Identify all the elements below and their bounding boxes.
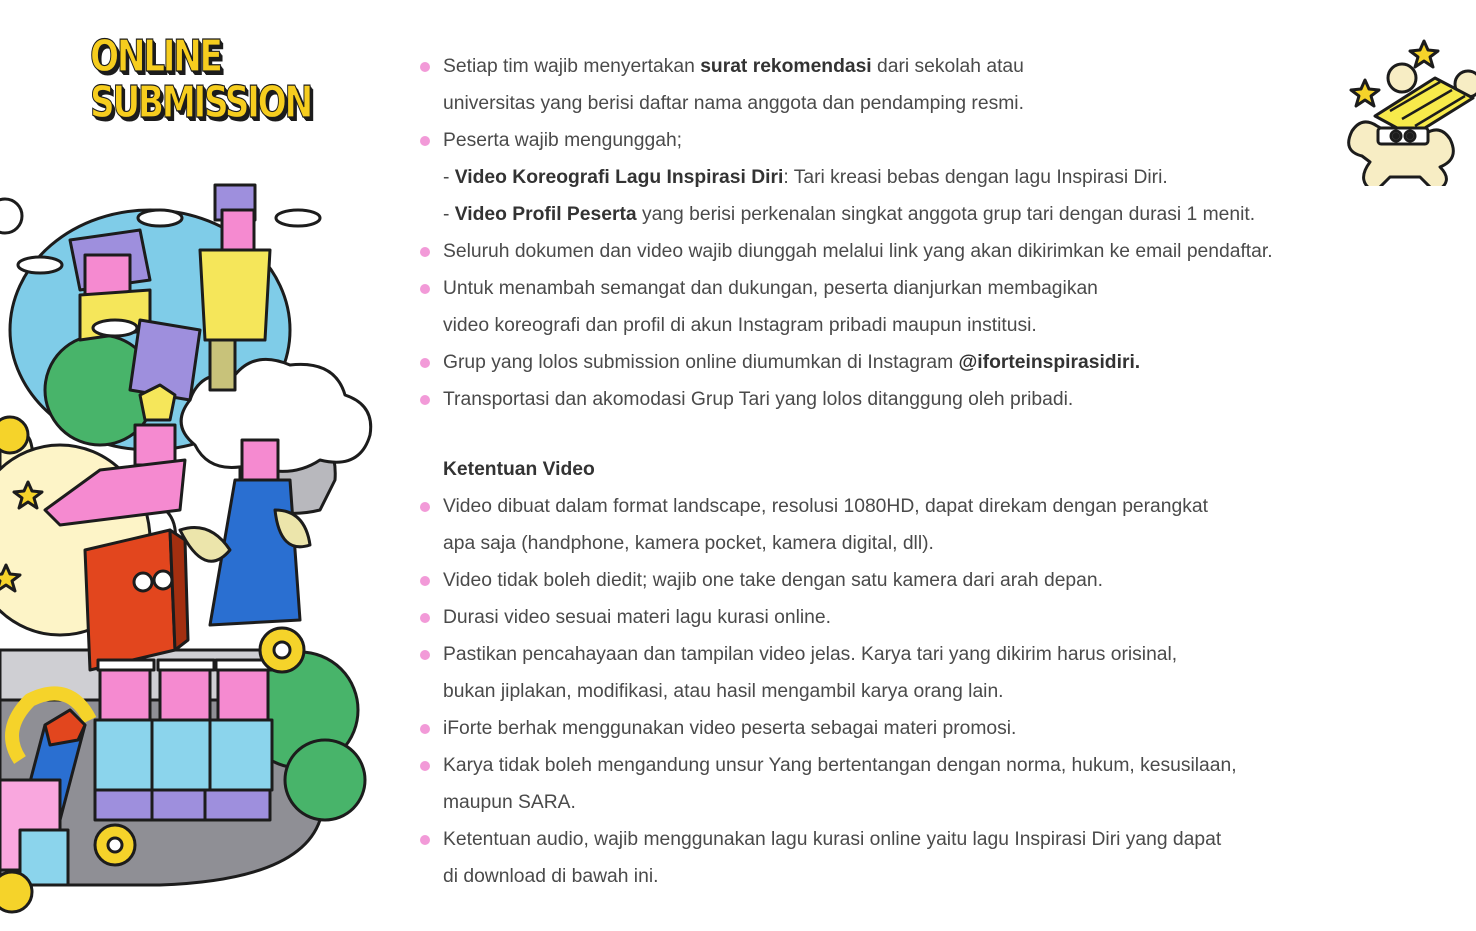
item-bold-text: Video Profil Peserta [454,204,637,225]
item-line: Video dibuat dalam format landscape, resolusi 1080HD, dapat direkam dengan perangkat [443,496,1208,517]
item-line: iForte berhak menggunakan video peserta sebagai materi promosi. [443,718,1017,739]
item-line: apa saja (handphone, kamera pocket, kamera digital, dll). [443,533,934,554]
item-line: Peserta wajib mengunggah; [443,130,683,151]
item-line: Transportasi dan akomodasi Grup Tari yang lolos ditanggung oleh pribadi. [443,389,1074,410]
item-line: Seluruh dokumen dan video wajib diunggah melalui link yang akan dikirimkan ke email pendaftar. [443,241,1273,262]
list-item [418,344,1458,381]
item-text: dari sekolah atau [871,56,1024,77]
list-item [418,270,1458,344]
item-bold-text: surat rekomendasi [700,56,872,77]
item-line [443,48,1458,85]
item-line: maupun SARA. [443,792,576,813]
list-item [418,233,1458,270]
item-line: bukan jiplakan, modifikasi, atau hasil mengambil karya orang lain. [443,681,1004,702]
list-item [418,48,1458,122]
item-line: Karya tidak boleh mengandung unsur Yang bertentangan dengan norma, hukum, kesusilaan, [443,755,1237,776]
item-line [443,344,1458,381]
item-text: Grup yang lolos submission online diumumkan di Instagram [443,352,959,373]
item-dash: - [443,204,455,225]
list-item [418,710,1458,747]
list-item [418,562,1458,599]
video-rules-list [418,488,1458,895]
content-area [418,48,1458,895]
list-item [418,636,1458,710]
item-line: Pastikan pencahayaan dan tampilan video jelas. Karya tari yang dikirim harus orisinal, [443,644,1178,665]
list-item [418,821,1458,895]
video-section-heading: Ketentuan Video [443,459,595,480]
list-item [418,381,1458,418]
instagram-handle: @iforteinspirasidiri. [958,352,1141,373]
item-text: Setiap tim wajib menyertakan [443,56,701,77]
page-title [90,31,311,128]
item-line: Untuk menambah semangat dan dukungan, peserta dianjurkan membagikan [443,278,1098,299]
item-line: Ketentuan audio, wajib menggunakan lagu kurasi online yaitu lagu Inspirasi Diri yang dapat [443,829,1222,850]
item-line: video koreografi dan profil di akun Instagram pribadi maupun institusi. [443,315,1037,336]
item-line [443,159,1458,196]
item-line: Video tidak boleh diedit; wajib one take dengan satu kamera dari arah depan. [443,570,1103,591]
list-item [418,599,1458,636]
title-line-1: ONLINE [90,31,221,82]
list-item [418,122,1458,233]
title-line-2: SUBMISSION [90,77,311,128]
list-item [418,747,1458,821]
item-line: universitas yang berisi daftar nama anggota dan pendamping resmi. [443,93,1024,114]
item-line: Durasi video sesuai materi lagu kurasi online. [443,607,831,628]
item-dash: - [443,167,455,188]
item-bold-text: Video Koreografi Lagu Inspirasi Diri [454,167,784,188]
item-text: yang berisi perkenalan singkat anggota grup tari dengan durasi 1 menit. [636,204,1256,225]
dancers-illustration [0,180,390,925]
list-item [418,488,1458,562]
item-text: : Tari kreasi bebas dengan lagu Inspirasi Diri. [783,167,1168,188]
item-line [443,196,1458,233]
requirements-list [418,48,1458,418]
item-line: di download di bawah ini. [443,866,659,887]
